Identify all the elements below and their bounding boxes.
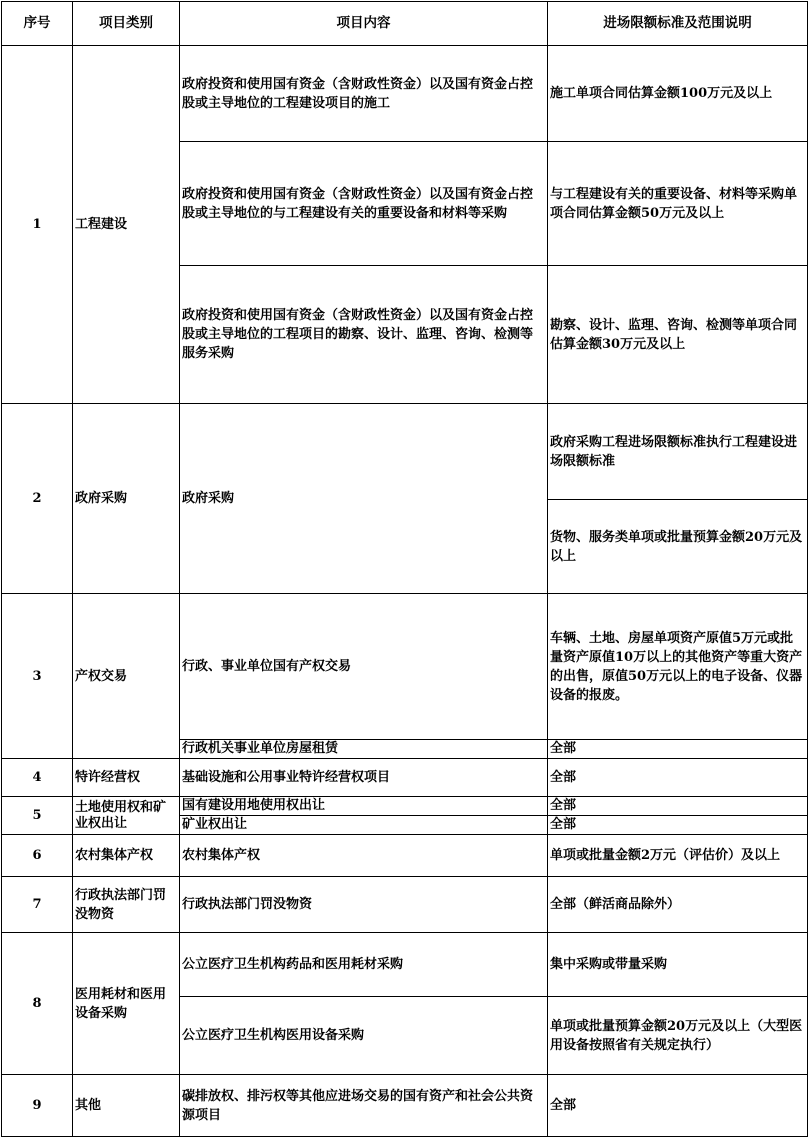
table-row	[2, 835, 808, 877]
table-row	[2, 404, 808, 500]
row-number: 9	[2, 1075, 73, 1137]
row-standard: 单项或批量金额2万元（评估价）及以上	[548, 835, 808, 877]
row-content: 行政执法部门罚没物资	[180, 877, 548, 933]
header-standard: 进场限额标准及范围说明	[548, 2, 808, 46]
table-row	[2, 933, 808, 997]
row-standard: 车辆、土地、房屋单项资产原值5万元或批量资产原值10万以上的其他资产等重大资产的出售，原值50万元以上的电子设备、仪器设备的报废。	[548, 594, 808, 740]
row-content: 行政机关事业单位房屋租赁	[180, 740, 548, 759]
row-content: 政府投资和使用国有资金（含财政性资金）以及国有资金占控股或主导地位的工程建设项目的施工	[180, 46, 548, 142]
header-row	[2, 2, 808, 46]
row-content: 政府采购	[180, 404, 548, 594]
table-row	[2, 797, 808, 816]
row-standard: 全部	[548, 797, 808, 816]
table-row	[2, 594, 808, 740]
row-standard: 全部（鲜活商品除外）	[548, 877, 808, 933]
row-standard: 全部	[548, 759, 808, 797]
row-number: 5	[2, 797, 73, 835]
row-standard: 集中采购或带量采购	[548, 933, 808, 997]
row-content: 碳排放权、排污权等其他应进场交易的国有资产和社会公共资源项目	[180, 1075, 548, 1137]
row-category: 农村集体产权	[73, 835, 180, 877]
row-number: 7	[2, 877, 73, 933]
row-number: 3	[2, 594, 73, 759]
row-standard: 单项或批量预算金额20万元及以上（大型医用设备按照省有关规定执行）	[548, 997, 808, 1075]
row-content: 公立医疗卫生机构医用设备采购	[180, 997, 548, 1075]
row-number: 2	[2, 404, 73, 594]
table-row	[2, 46, 808, 142]
header-content: 项目内容	[180, 2, 548, 46]
row-category: 医用耗材和医用设备采购	[73, 933, 180, 1075]
row-category: 行政执法部门罚没物资	[73, 877, 180, 933]
row-content: 行政、事业单位国有产权交易	[180, 594, 548, 740]
row-content: 基础设施和公用事业特许经营权项目	[180, 759, 548, 797]
row-number: 6	[2, 835, 73, 877]
row-content: 政府投资和使用国有资金（含财政性资金）以及国有资金占控股或主导地位的与工程建设有关的重要设备和材料等采购	[180, 142, 548, 266]
row-content: 矿业权出让	[180, 816, 548, 835]
row-standard: 货物、服务类单项或批量预算金额20万元及以上	[548, 500, 808, 594]
row-standard: 政府采购工程进场限额标准执行工程建设进场限额标准	[548, 404, 808, 500]
table-row	[2, 759, 808, 797]
row-category: 工程建设	[73, 46, 180, 404]
table-row	[2, 877, 808, 933]
row-category: 特许经营权	[73, 759, 180, 797]
row-content: 国有建设用地使用权出让	[180, 797, 548, 816]
row-standard: 施工单项合同估算金额100万元及以上	[548, 46, 808, 142]
entry-standards-table	[1, 1, 808, 1137]
row-category: 其他	[73, 1075, 180, 1137]
row-number: 4	[2, 759, 73, 797]
table-row	[2, 1075, 808, 1137]
row-standard: 勘察、设计、监理、咨询、检测等单项合同估算金额30万元及以上	[548, 266, 808, 404]
row-category: 产权交易	[73, 594, 180, 759]
row-number: 1	[2, 46, 73, 404]
row-category: 土地使用权和矿业权出让	[73, 797, 180, 835]
header-no: 序号	[2, 2, 73, 46]
row-standard: 与工程建设有关的重要设备、材料等采购单项合同估算金额50万元及以上	[548, 142, 808, 266]
row-number: 8	[2, 933, 73, 1075]
row-content: 农村集体产权	[180, 835, 548, 877]
header-category: 项目类别	[73, 2, 180, 46]
row-category: 政府采购	[73, 404, 180, 594]
row-content: 政府投资和使用国有资金（含财政性资金）以及国有资金占控股或主导地位的工程项目的勘察、设计、监理、咨询、检测等服务采购	[180, 266, 548, 404]
row-content: 公立医疗卫生机构药品和医用耗材采购	[180, 933, 548, 997]
row-standard: 全部	[548, 1075, 808, 1137]
row-standard: 全部	[548, 816, 808, 835]
row-standard: 全部	[548, 740, 808, 759]
